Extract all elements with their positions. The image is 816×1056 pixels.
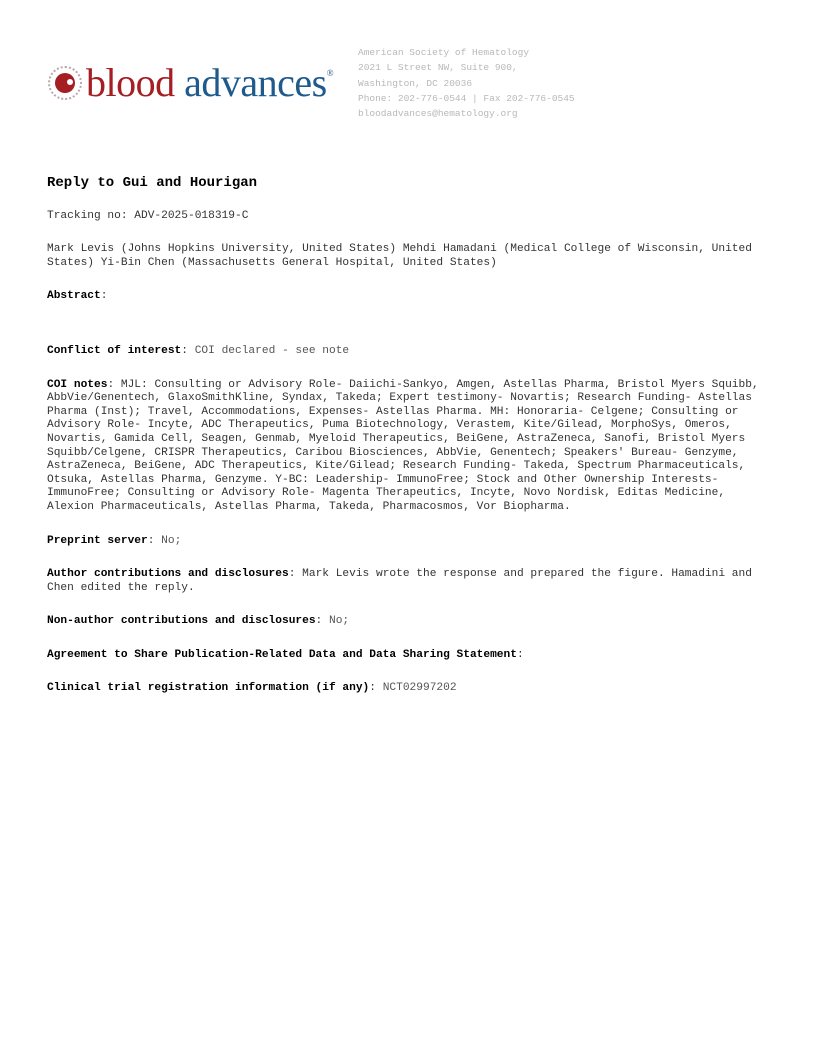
coi-notes xyxy=(47,379,767,515)
publisher-address xyxy=(358,45,575,121)
address-org: American Society of Hematology xyxy=(358,47,530,58)
clinical-trial-value: NCT02997202 xyxy=(375,682,457,695)
non-author-label: Non-author contributions and disclosures xyxy=(47,615,316,628)
abstract-section xyxy=(47,290,767,304)
preprint-label: Preprint server xyxy=(47,534,148,547)
preprint-server xyxy=(47,535,767,549)
author-contrib-sep: : xyxy=(288,568,296,581)
data-sharing-statement xyxy=(47,649,767,663)
data-sharing-label: Agreement to Share Publication-Related Data and Data Sharing Statement xyxy=(47,648,517,661)
clinical-trial-sep: : xyxy=(369,682,376,695)
abstract-label: Abstract xyxy=(47,290,101,303)
conflict-label: Conflict of interest xyxy=(47,344,182,357)
document-title: Reply to Gui and Hourigan xyxy=(47,175,258,191)
author-contrib-value: Mark Levis wrote the response and prepared the figure. Hamadini and Chen edited the reply. xyxy=(47,568,752,594)
preprint-value: No; xyxy=(154,534,182,547)
logo-word-blood: blood xyxy=(86,60,175,105)
address-city: Washington, DC 20036 xyxy=(358,77,473,89)
author-contrib-label: Author contributions and disclosures xyxy=(47,568,289,581)
non-author-contributions xyxy=(47,615,767,629)
clinical-trial-registration xyxy=(47,682,767,696)
data-sharing-sep: : xyxy=(516,648,524,661)
ash-cell-logo-icon xyxy=(48,66,82,100)
conflict-value: COI declared - see note xyxy=(188,344,350,357)
clinical-trial-label: Clinical trial registration information (if any) xyxy=(47,682,370,695)
coi-notes-label: COI notes xyxy=(47,378,108,391)
logo-word-advances: advances xyxy=(184,60,327,105)
conflict-sep: : xyxy=(181,344,188,357)
abstract-sep: : xyxy=(100,290,108,303)
address-email[interactable]: bloodadvances@hematology.org xyxy=(358,108,518,120)
address-phone: Phone: 202-776-0544 | Fax 202-776-0545 xyxy=(358,92,575,104)
non-author-sep: : xyxy=(315,615,323,628)
tracking-number: Tracking no: ADV-2025-018319-C xyxy=(47,209,249,222)
author-list: Mark Levis (Johns Hopkins University, United States) Mehdi Hamadani (Medical College of Wisconsin, United States) Yi-Bin Chen (Massachusetts General Hospital, United States) xyxy=(47,243,752,269)
conflict-of-interest xyxy=(47,345,767,359)
preprint-sep: : xyxy=(147,534,155,547)
logo-wordmark xyxy=(86,60,334,105)
author-contributions xyxy=(47,568,767,595)
coi-notes-sep: : xyxy=(107,378,115,391)
document-body xyxy=(47,177,767,716)
address-street: 2021 L Street NW, Suite 900, xyxy=(358,62,518,74)
coi-notes-value: MJL: Consulting or Advisory Role- Daiichi-Sankyo, Amgen, Astellas Pharma, Bristol Myers Squibb, AbbVie/Genentech, GlaxoSmithKline, Syndax, Takeda; Expert testimony- Novartis; Research Funding- Astellas Pharma (Inst); Travel, Accommodations, Expenses- Astellas Pharma. MH: Honoraria- Celgene; Consulting or Advisory Role- Incyte, ADC Therapeutics, Puma Biotechnology, Verastem, Kite/Gilead, MorphoSys, Omeros, Novartis, Gamida Cell, Seagen, Genmab, Myeloid Therapeutics, BeiGene, AstraZeneca, Sanofi, Bristol Myers Squibb/Celgene, CRISPR Therapeutics, Caribou Biosciences, AbbVie, Genentech; Speakers' Bureau- Genzyme, AstraZeneca, BeiGene, ADC Therapeutics, Kite/Gilead; Research Funding- Takeda, Spectrum Pharmaceuticals, Otsuka, Astellas Pharma, Genzyme. Y-BC: Leadership- ImmunoFree; Stock and Other Ownership Interests- ImmunoFree; Consulting or Advisory Role- Magenta Therapeutics, Incyte, Novo Nordisk, Editas Medicine, Alexion Pharmaceuticals, Astellas Pharma, Takeda, Pharmacosmos, Vor Biopharma. xyxy=(47,378,759,513)
blood-advances-logo xyxy=(48,58,333,108)
non-author-value: No; xyxy=(322,615,350,628)
registered-mark: ® xyxy=(326,68,334,78)
